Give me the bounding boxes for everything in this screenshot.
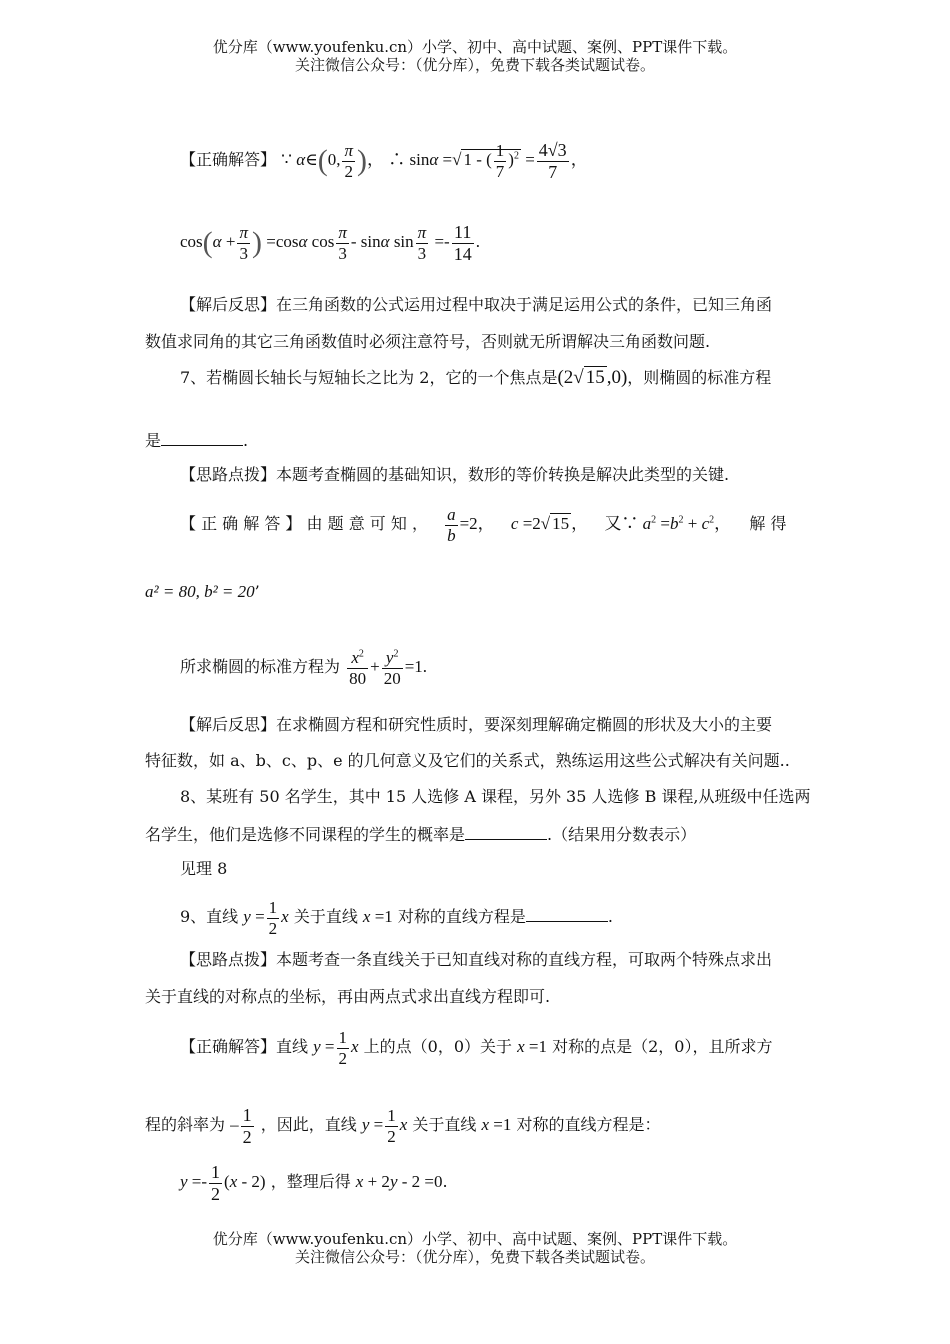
q8-see: 见理 8	[180, 859, 228, 878]
footer-line-1: 优分库（www.youfenku.cn）小学、初中、高中试题、案例、PPT课件下载。	[212, 1230, 738, 1248]
q8-line-2: 名学生，他们是选修不同课程的学生的概率是 .（结果用分数表示）	[145, 821, 810, 847]
q7-answer-line-3: 所求椭圆的标准方程为 $\frac{x^2}{80}$ + $\frac{y^2}{20}$ =1.	[180, 648, 428, 688]
q9-axis-eq: x =1	[362, 906, 393, 926]
answer-tag: 【正确解答】	[180, 150, 277, 170]
answer-tag-spaced: 【 正 确 解 答 】	[180, 513, 302, 533]
header-line-1: 优分库（www.youfenku.cn）小学、初中、高中试题、案例、PPT课件下载。	[212, 38, 738, 56]
answer-tag: 【正确解答】	[180, 1036, 277, 1056]
q9-answer-blank[interactable]	[526, 903, 608, 922]
q7-answer-line-2: a² = 80, b² = 20’	[145, 582, 260, 601]
q9-result-general: x + 2y - 2 =0	[355, 1172, 443, 1192]
reflect-tag: 【解后反思】	[180, 295, 277, 314]
q9-hint-line-2: 关于直线的对称点的坐标，再由两点式求出直线方程即可.	[145, 987, 551, 1006]
q9-result-pointslope: y =- $\frac{1}{2}$ (x - 2)	[180, 1162, 266, 1204]
footer-line-2: 关注微信公众号：（优分库），免费下载各类试题试卷。	[294, 1248, 655, 1266]
q7-answer-blank[interactable]	[161, 427, 243, 446]
q8-answer-blank[interactable]	[465, 821, 547, 840]
hint-tag: 【思路点拨】	[180, 950, 277, 969]
q7-hint: 【思路点拨】本题考查椭圆的基础知识，数形的等价转换是解决此类型的关键.	[180, 465, 730, 484]
q7-focus: (2√ 15 ,0)	[557, 367, 628, 388]
q6-answer-line-1	[180, 140, 810, 182]
q7-final-equation: $\frac{x^2}{80}$ + $\frac{y^2}{20}$ =1.	[349, 648, 428, 688]
q9-hint-line-1: 【思路点拨】本题考查一条直线关于已知直线对称的直线方程，可取两个特殊点求出	[180, 950, 773, 969]
q6-reflect-line-2: 数值求同角的其它三角函数值时必须注意符号，否则就无所谓解决三角函数问题.	[145, 332, 711, 351]
q6-answer-line-2	[180, 222, 810, 264]
q9-answer-line-2: 程的斜率为 – $\frac{1}{2}$ ，因此，直线 y = $\frac{1}{2}$ x 关于直线 x =1 对称的直线方程是：	[145, 1105, 661, 1147]
q9-answer-line-1: 【正确解答】直线 y = $\frac{1}{2}$ x 上的点（0，0）关于 x =1 对称的点是（2，0），且所求方	[180, 1028, 773, 1068]
q9-answer-line-3: y =- $\frac{1}{2}$ (x - 2) ，整理后得 x + 2y - 2 =0.	[180, 1162, 448, 1204]
q7-reflect-line-1: 【解后反思】在求椭圆方程和研究性质时，要深刻理解确定椭圆的形状及大小的主要	[180, 715, 773, 734]
q8-line-1: 8、某班有 50 名学生，其中 15 人选修 A 课程，另外 35 人选修 B 课程,从班级中任选两	[180, 787, 811, 806]
q7-stem-line-1: 7、若椭圆长轴长与短轴长之比为 2，它的一个焦点是(2√ 15 ,0)，则椭圆的标准方程	[180, 367, 772, 388]
q6-answer-formula-1: ∵ α∈(0, $\frac{\pi}{2}$ )， ∴ sinα =√ 1 - ( $\frac{1}{7}$ )$^2$ = $\frac{4√3}{7}$ ，	[281, 140, 588, 182]
q7-reflect-line-2: 特征数，如 a、b、c、p、e 的几何意义及它们的关系式，熟练运用这些公式解决有关问题..	[145, 751, 790, 770]
q6-answer-formula-2: cos(α + $\frac{\pi}{3}$ ) =cosα cos $\frac{\pi}{3}$ - sinα sin $\frac{\pi}{3}$ =- $\frac{11}{14}$ .	[180, 222, 480, 264]
q9-line-eq: y = $\frac{1}{2}$ x	[243, 898, 289, 938]
q6-reflect-line-1: 【解后反思】在三角函数的公式运用过程中取决于满足运用公式的条件，已知三角函	[180, 295, 773, 314]
q7-answer-line-1: 【 正 确 解 答 】 由 题 意 可 知 ， $\frac{a}{b}$ =2， c =2√ 15 ， 又∵ $a^2 =b^2 + c^2$， 解 得	[180, 505, 787, 545]
q7-answer-formula-1: $\frac{a}{b}$ =2， c =2√ 15 ， 又∵ $a^2 =b^2 + c^2$，	[447, 505, 736, 545]
q7-stem-line-2: 是 .	[145, 427, 810, 453]
reflect-tag: 【解后反思】	[180, 715, 277, 734]
hint-tag: 【思路点拨】	[180, 465, 277, 484]
q9-stem: 9、直线 y = $\frac{1}{2}$ x 关于直线 x =1 对称的直线方程是 .	[180, 898, 614, 938]
header-line-2: 关注微信公众号：（优分库），免费下载各类试题试卷。	[294, 56, 655, 74]
q7-result-ab: a² = 80, b² = 20	[145, 582, 255, 601]
